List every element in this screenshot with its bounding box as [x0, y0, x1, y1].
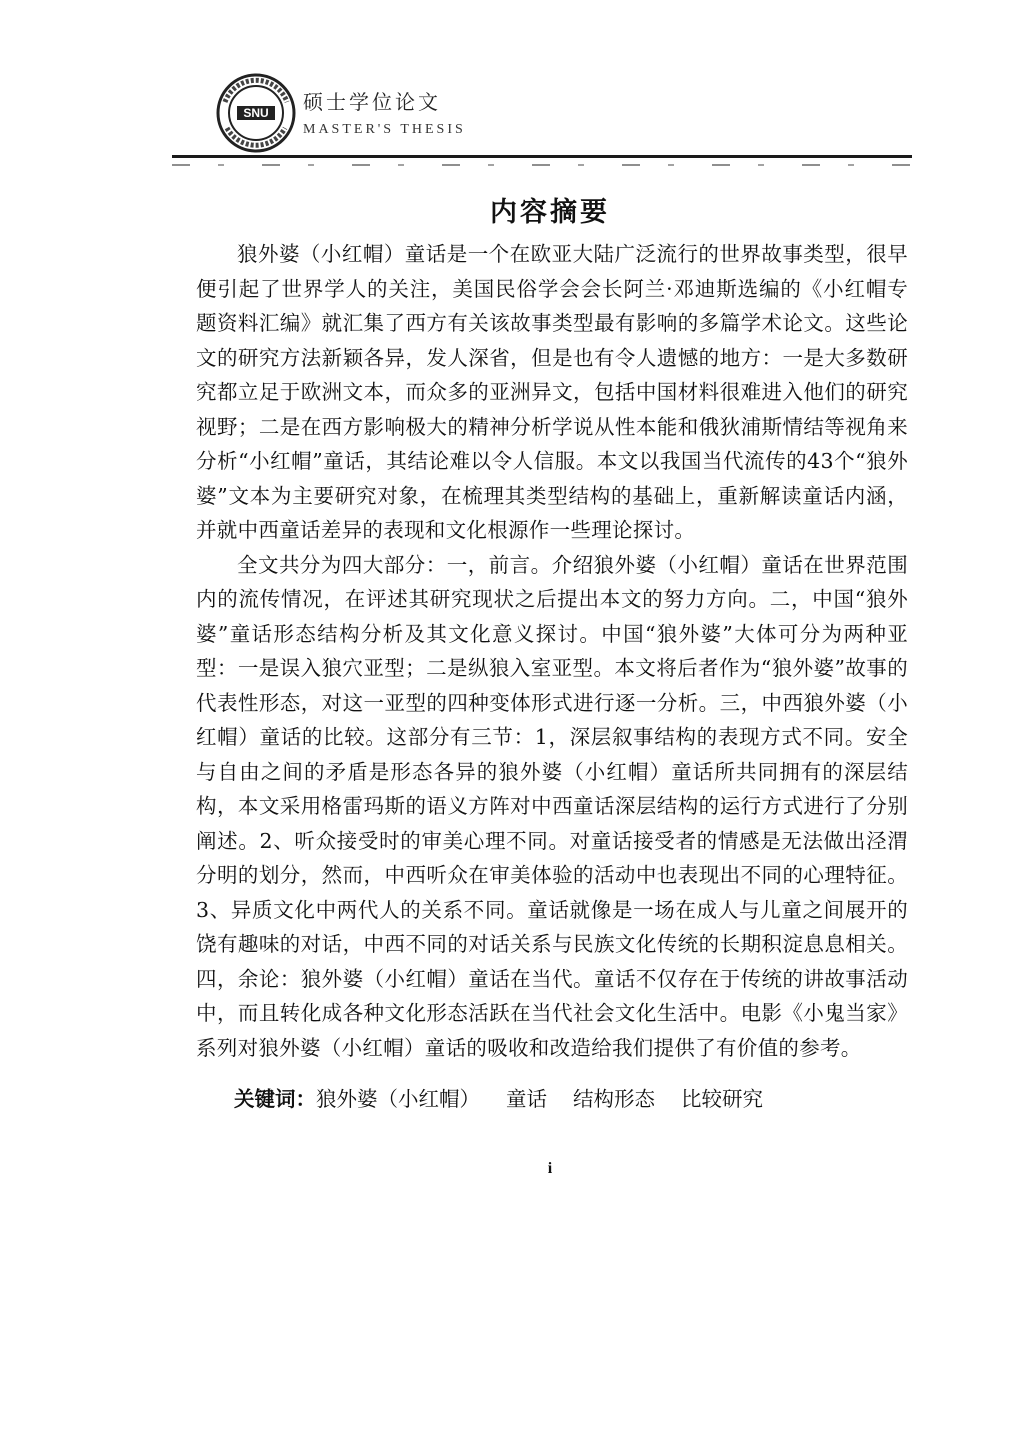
keyword-item: 比较研究 [681, 1087, 763, 1111]
keywords-label: 关键词： [234, 1087, 316, 1111]
header-rule [172, 155, 912, 158]
abstract-body [196, 237, 908, 1065]
thesis-header [215, 72, 935, 162]
header-rule-secondary [172, 164, 912, 166]
abstract-title: 内容摘要 [490, 197, 610, 228]
abstract-paragraph-2: 全文共分为四大部分：一，前言。介绍狼外婆（小红帽）童话在世界范围内的流传情况，在评述其研究现状之后提出本文的努力方向。二，中国“狼外婆”童话形态结构分析及其文化意义探讨。中国“狼外婆”大体可分为两种亚型：一是误入狼穴亚型；二是纵狼入室亚型。本文将后者作为“狼外婆”故事的代表性形态，对这一亚型的四种变体形式进行逐一分析。三，中西狼外婆（小红帽）童话的比较。这部分有三节：1，深层叙事结构的表现方式不同。安全与自由之间的矛盾是形态各异的狼外婆（小红帽）童话所共同拥有的深层结构，本文采用格雷玛斯的语义方阵对中西童话深层结构的运行方式进行了分别阐述。2、听众接受时的审美心理不同。对童话接受者的情感是无法做出泾渭分明的划分，然而，中西听众在审美体验的活动中也表现出不同的心理特征。3、异质文化中两代人的关系不同。童话就像是一场在成人与儿童之间展开的饶有趣味的对话，中西不同的对话关系与民族文化传统的长期积淀息息相关。四，余论：狼外婆（小红帽）童话在当代。童话不仅存在于传统的讲故事活动中，而且转化成各种文化形态活跃在当代社会文化生活中。电影《小鬼当家》系列对狼外婆（小红帽）童话的吸收和改造给我们提供了有价值的参考。 [196, 552, 908, 1060]
university-seal-icon [215, 72, 297, 154]
page-number: i [547, 1160, 553, 1177]
keyword-item: 狼外婆（小红帽） [316, 1087, 480, 1111]
thesis-type-cn: 硕士学位论文 [303, 90, 441, 114]
keywords-line [234, 1082, 763, 1112]
thesis-type-en: MASTER'S THESIS [303, 122, 466, 137]
seal-text: SNU [243, 106, 269, 120]
keyword-item: 结构形态 [573, 1087, 655, 1111]
abstract-paragraph-1: 狼外婆（小红帽）童话是一个在欧亚大陆广泛流行的世界故事类型，很早便引起了世界学人的关注，美国民俗学会会长阿兰·邓迪斯选编的《小红帽专题资料汇编》就汇集了西方有关该故事类型最有影响的多篇学术论文。这些论文的研究方法新颖各异，发人深省，但是也有令人遗憾的地方：一是大多数研究都立足于欧洲文本，而众多的亚洲异文，包括中国材料很难进入他们的研究视野；二是在西方影响极大的精神分析学说从性本能和俄狄浦斯情结等视角来分析“小红帽”童话，其结论难以令人信服。本文以我国当代流传的43个“狼外婆”文本为主要研究对象，在梳理其类型结构的基础上，重新解读童话内涵，并就中西童话差异的表现和文化根源作一些理论探讨。 [196, 242, 908, 542]
keyword-item: 童话 [506, 1087, 547, 1111]
